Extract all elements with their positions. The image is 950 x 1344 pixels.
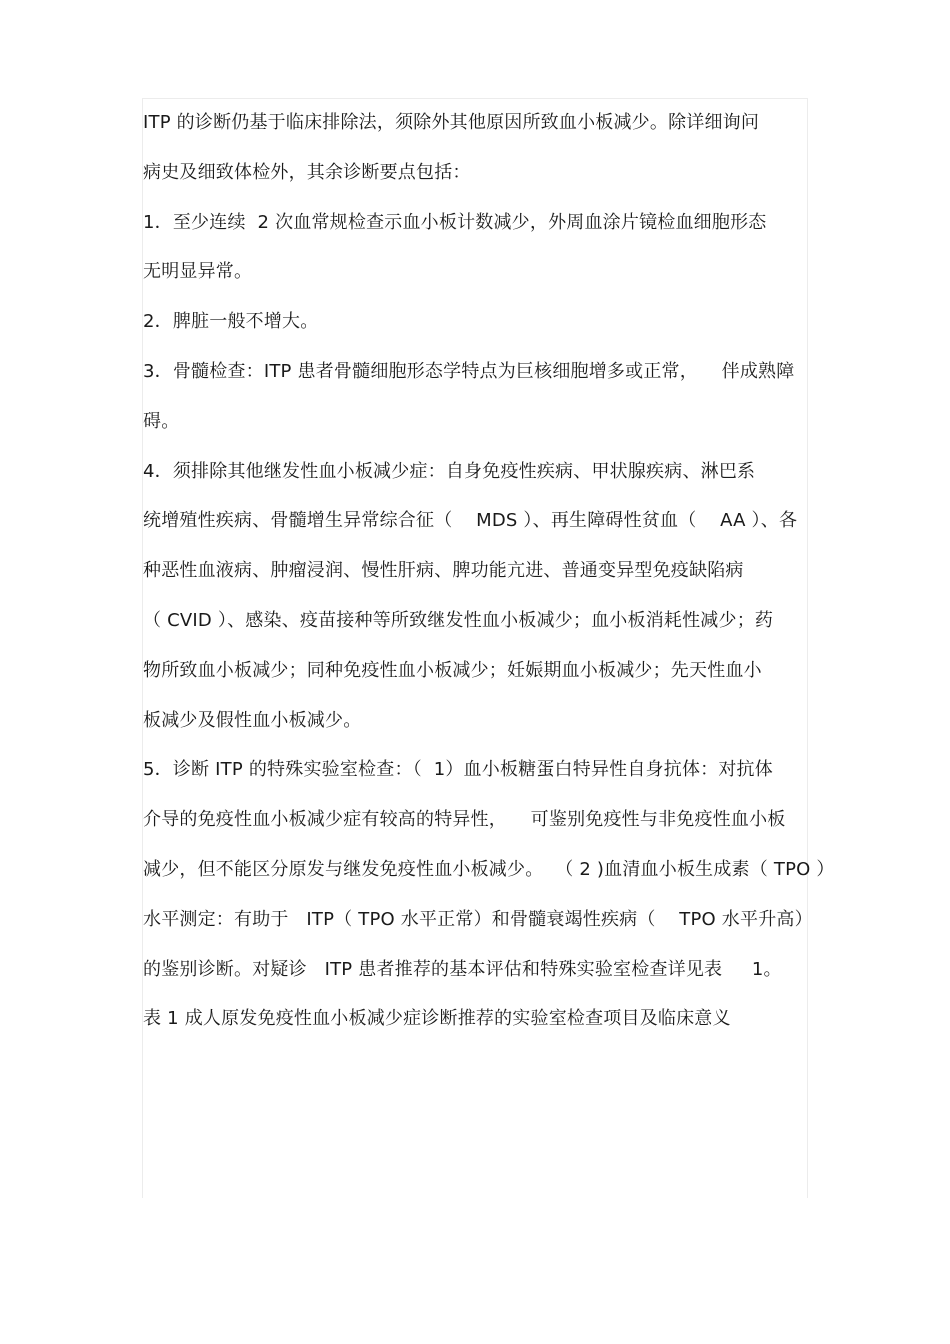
item-3-line-2: 碍。 [143, 410, 180, 432]
document-body [143, 98, 835, 1044]
item-3-line-1: 3．骨髓检查：ITP 患者骨髓细胞形态学特点为巨核细胞增多或正常， 伴成熟障 [143, 360, 795, 382]
item-2-line-1: 2．脾脏一般不增大。 [143, 311, 319, 333]
item-4-line-4: （ CVID ）、感染、疫苗接种等所致继发性血小板减少；血小板消耗性减少；药 [143, 609, 774, 631]
item-5-line-3: 减少，但不能区分原发与继发免疫性血小板减少。 （ 2 )血清血小板生成素（ TPO ） [143, 858, 835, 880]
item-4-line-3: 种恶性血液病、肿瘤浸润、慢性肝病、脾功能亢进、普通变异型免疫缺陷病 [143, 560, 744, 582]
paragraph-intro-line-2: 病史及细致体检外，其余诊断要点包括： [143, 161, 471, 183]
paragraph-intro-line-1: ITP 的诊断仍基于临床排除法，须除外其他原因所致血小板减少。除详细询问 [143, 112, 760, 133]
item-5-line-1: 5．诊断 ITP 的特殊实验室检查：（ 1）血小板糖蛋白特异性自身抗体：对抗体 [143, 759, 773, 781]
item-1-line-1: 1．至少连续 2 次血常规检查示血小板计数减少，外周血涂片镜检血细胞形态 [143, 211, 767, 233]
item-4-line-2: 统增殖性疾病、骨髓增生异常综合征（ MDS ）、再生障碍性贫血（ AA ）、各 [143, 510, 798, 532]
item-1-line-2: 无明显异常。 [143, 261, 253, 283]
item-5-line-4: 水平测定：有助于 ITP（ TPO 水平正常）和骨髓衰竭性疾病（ TPO 水平升高） [143, 908, 813, 930]
item-4-line-1: 4．须排除其他继发性血小板减少症：自身免疫性疾病、甲状腺疾病、淋巴系 [143, 460, 756, 482]
item-4-line-5: 物所致血小板减少；同种免疫性血小板减少；妊娠期血小板减少；先天性血小 [143, 659, 762, 681]
item-5-line-5: 的鉴别诊断。对疑诊 ITP 患者推荐的基本评估和特殊实验室检查详见表 1。 [143, 958, 782, 980]
item-5-line-2: 介导的免疫性血小板减少症有较高的特异性， 可鉴别免疫性与非免疫性血小板 [143, 809, 786, 831]
item-4-line-6: 板减少及假性血小板减少。 [143, 709, 362, 731]
table-caption: 表 1 成人原发免疫性血小板减少症诊断推荐的实验室检查项目及临床意义 [143, 1008, 731, 1030]
